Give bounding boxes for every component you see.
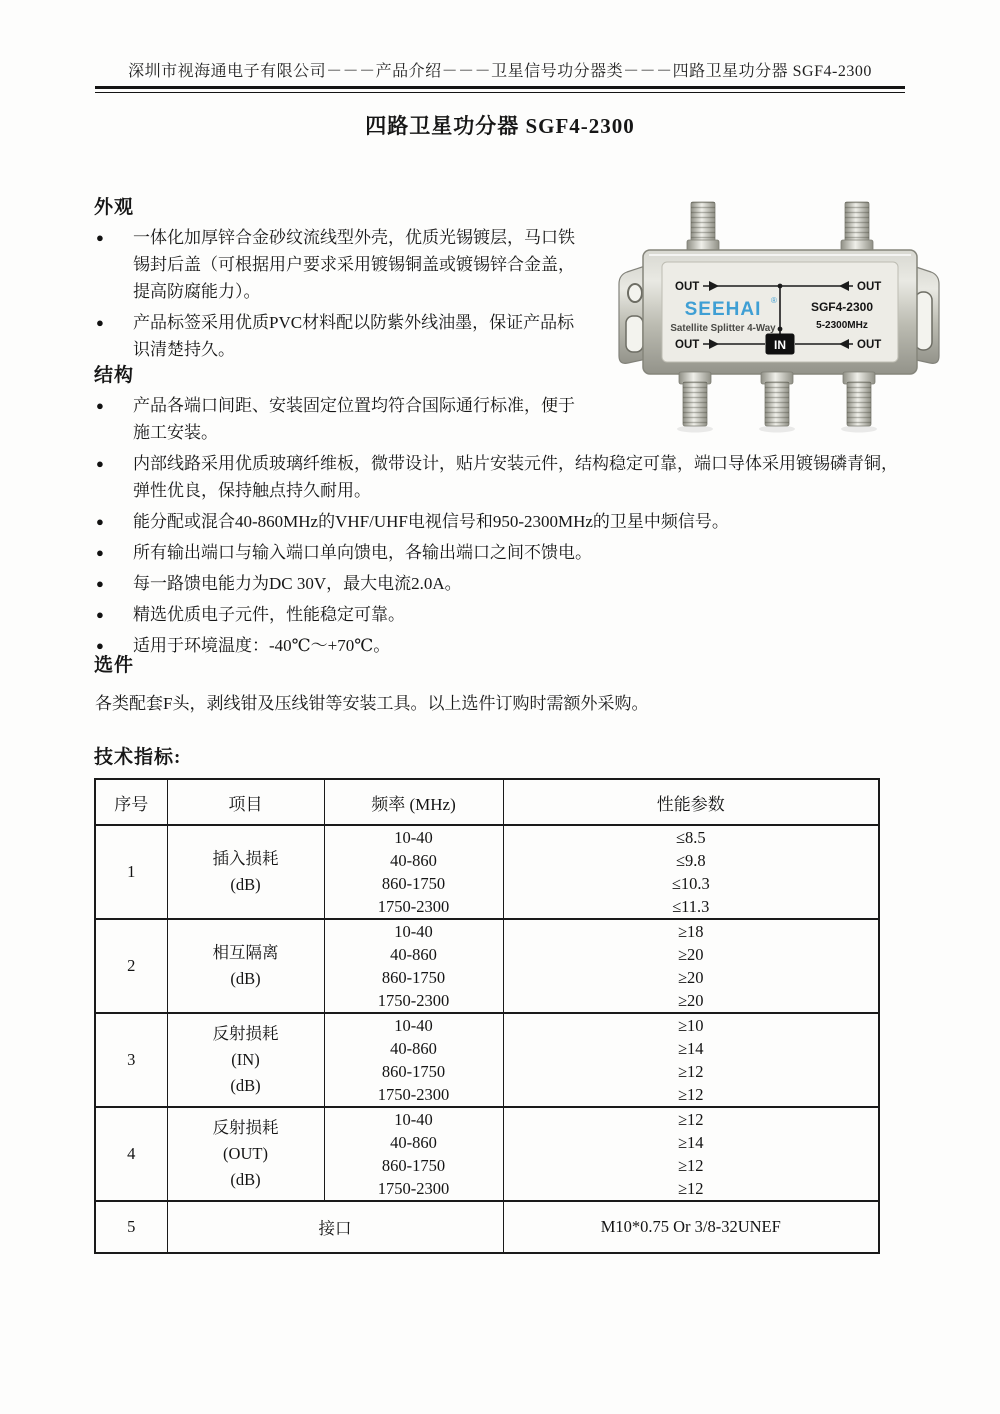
item-line: (dB) [230,969,261,988]
item-line: (dB) [230,1076,261,1095]
bullet-icon: ● [96,576,104,591]
freq-line: 10-40 [394,922,433,941]
freq-line: 40-860 [390,1133,437,1152]
port-label-out-bottom-right: OUT [857,339,882,351]
value-line: ≥12 [677,1085,704,1104]
bullet-icon: ● [96,545,104,560]
bullet-icon: ● [96,638,104,653]
item-cell [167,1013,324,1107]
bullet-icon: ● [96,230,104,245]
freq-cell [324,825,503,919]
bullet-icon: ● [96,398,104,413]
value-line: ≤9.8 [675,851,706,870]
bullet-item [96,224,616,305]
bullet-text: 内部线路采用优质玻璃纤维板，微带设计，贴片安装元件，结构稳定可靠，端口导体采用镀锡磷青铜，弹性优良，保持触点持久耐用。 [133,454,898,500]
row-number: 5 [95,1201,167,1253]
section-heading-specs: 技术指标: [94,747,182,768]
bullet-item [96,508,902,535]
freq-line: 860-1750 [381,874,446,893]
structure-bullet-list [96,392,902,663]
section-heading-options: 选件 [94,655,135,676]
value-line: ≥12 [677,1062,704,1081]
value-line: ≥20 [677,991,704,1010]
bullet-text: 适用于环境温度：-40℃～+70℃。 [133,636,391,655]
value-line: ≤8.5 [675,828,706,847]
item-line: 反射损耗 [212,1118,279,1137]
value-cell: M10*0.75 Or 3/8-32UNEF [503,1201,879,1253]
table-footer-row [95,1201,879,1253]
table-header-row [95,779,879,825]
value-line: ≥12 [677,1156,704,1175]
bullet-text: 产品标签采用优质PVC材料配以防紫外线油墨，保证产品标识清楚持久。 [133,313,575,359]
item-cell [167,1107,324,1201]
brand-subtitle: Satellite Splitter 4-Way [670,323,776,334]
table-row [95,1013,879,1107]
bullet-text: 所有输出端口与输入端口单向馈电，各输出端口之间不馈电。 [133,543,592,562]
item-cell [167,825,324,919]
port-label-out-top-right: OUT [857,281,882,293]
freq-line: 860-1750 [381,1156,446,1175]
freq-cell [324,1107,503,1201]
col-header-param: 性能参数 [503,779,879,825]
col-header-freq: 频率 (MHz) [324,779,503,825]
value-cell [503,1107,879,1201]
bullet-item [96,601,902,628]
row-number: 2 [95,919,167,1013]
freq-line: 860-1750 [381,968,446,987]
item-line: 反射损耗 [212,1024,279,1043]
freq-line: 40-860 [390,1039,437,1058]
bullet-text: 精选优质电子元件，性能稳定可靠。 [133,605,405,624]
header-divider [95,86,905,93]
port-label-out-bottom-left: OUT [675,339,700,351]
freq-line: 40-860 [390,945,437,964]
item-line: (IN) [231,1050,260,1069]
item-cell: 接口 [167,1201,503,1253]
bullet-icon: ● [96,607,104,622]
options-paragraph: 各类配套F头，剥线钳及压线钳等安装工具。以上选件订购时需额外采购。 [95,694,649,713]
bullet-text: 每一路馈电能力为DC 30V，最大电流2.0A。 [133,574,462,593]
table-row [95,1107,879,1201]
value-cell [503,1013,879,1107]
bullet-item [96,570,902,597]
section-heading-appearance: 外观 [94,197,135,218]
value-line: ≥20 [677,945,704,964]
bullet-icon: ● [96,514,104,529]
item-line: 相互隔离 [212,943,279,962]
value-line: ≥14 [677,1133,704,1152]
freq-line: 860-1750 [381,1062,446,1081]
value-line: ≥18 [677,922,704,941]
row-number: 4 [95,1107,167,1201]
frequency-range-text: 5-2300MHz [816,320,868,331]
item-line: (dB) [230,875,261,894]
freq-line: 40-860 [390,851,437,870]
freq-line: 10-40 [394,1016,433,1035]
brand-text: SEEHAI [684,299,762,320]
row-number: 1 [95,825,167,919]
bullet-item [96,450,902,504]
bullet-text: 能分配或混合40-860MHz的VHF/UHF电视信号和950-2300MHz的卫星中频信号。 [133,512,729,531]
col-header-item: 项目 [167,779,324,825]
bullet-item [96,539,902,566]
bullet-item [96,392,902,446]
item-cell [167,919,324,1013]
bullet-icon: ● [96,315,104,330]
port-label-out-top-left: OUT [675,281,700,293]
value-line: ≥12 [677,1179,704,1198]
bullet-text: 产品各端口间距、安装固定位置均符合国际通行标准，便于施工安装。 [133,396,575,442]
freq-line: 10-40 [394,828,433,847]
appearance-bullet-list [96,224,616,367]
junction-dot [778,284,783,289]
value-line: ≥20 [677,968,704,987]
value-line: ≤11.3 [672,897,710,916]
freq-cell [324,919,503,1013]
page-header: 深圳市视海通电子有限公司－－－产品介绍－－－卫星信号功分器类－－－四路卫星功分器 SGF4-2300 [128,63,872,80]
value-line: ≤10.3 [671,874,710,893]
specs-table [94,778,880,1254]
freq-line: 1750-2300 [377,1085,450,1104]
item-line: (dB) [230,1170,261,1189]
section-heading-structure: 结构 [94,365,135,386]
page-title: 四路卫星功分器 SGF4-2300 [365,114,635,138]
table-row [95,825,879,919]
freq-line: 1750-2300 [377,897,450,916]
table-row [95,919,879,1013]
value-cell [503,825,879,919]
freq-line: 10-40 [394,1110,433,1129]
value-line: ≥10 [677,1016,704,1035]
bullet-item [96,632,902,659]
junction-dot [778,327,783,332]
item-line: 插入损耗 [212,849,279,868]
bullet-item [96,309,616,363]
f-connector-top-left [687,202,719,252]
freq-line: 1750-2300 [377,1179,450,1198]
item-line: (OUT) [223,1144,268,1163]
port-label-in: IN [774,338,786,352]
model-text: SGF4-2300 [810,300,874,314]
col-header-no: 序号 [95,779,167,825]
row-number: 3 [95,1013,167,1107]
bullet-text: 一体化加厚锌合金砂纹流线型外壳，优质光锡镀层，马口铁锡封后盖（可根据用户要求采用镀锡铜盖或镀锡锌合金盖，提高防腐能力）。 [133,228,575,301]
bullet-icon: ● [96,456,104,471]
f-connector-top-right [841,202,873,252]
freq-line: 1750-2300 [377,991,450,1010]
freq-cell [324,1013,503,1107]
value-line: ≥12 [677,1110,704,1129]
value-line: ≥14 [677,1039,704,1058]
registered-mark: ® [771,296,777,305]
value-cell [503,919,879,1013]
